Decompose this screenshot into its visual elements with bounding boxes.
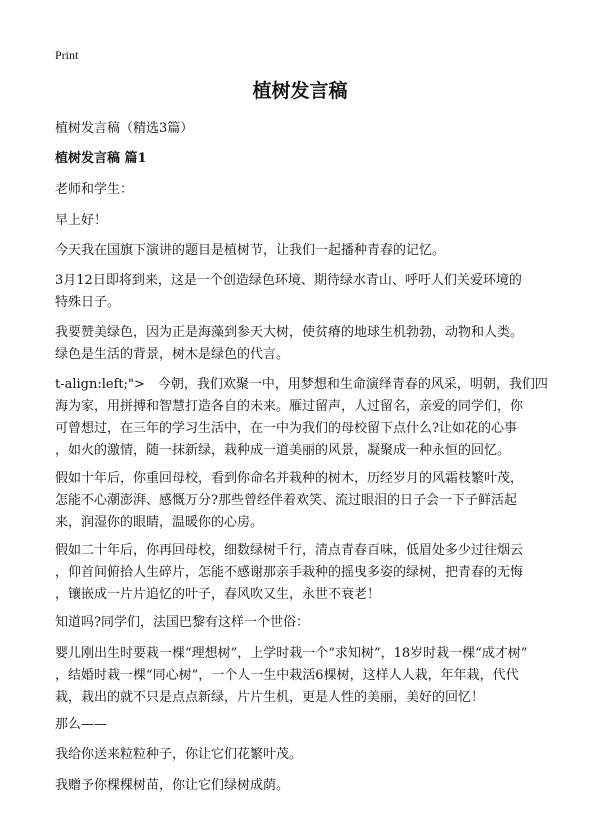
paragraph-six-trees: [55, 643, 560, 709]
paragraph-line: 栽，栽出的就不只是点点新绿，片片生机，更是人性的美丽，美好的回忆！: [55, 690, 485, 705]
paragraph-seeds: [55, 744, 560, 766]
paragraph-line: 早上好！: [55, 213, 108, 228]
paragraph-line: t-align:left;"> 今朝，我们欢聚一中，用梦想和生命演绎青春的风采，明朝，我们四: [55, 377, 548, 392]
paragraph-line: 特殊日子。: [55, 295, 121, 310]
section-heading: 植树发言稿 篇1: [55, 151, 147, 166]
paragraph-line: 那么——: [55, 717, 108, 732]
paragraph-line: 我给你送来粒粒种子，你让它们花繁叶茂。: [55, 747, 303, 762]
paragraph-greeting: [55, 179, 560, 201]
paragraph-line: 怎能不心潮澎湃、感慨万分?那些曾经伴着欢笑、流过眼泪的日子会一下子鲜活起: [55, 493, 517, 508]
paragraph-then: [55, 714, 560, 736]
paragraph-line: ，结婚时栽一棵“同心树”，一个人一生中栽活6棵树，这样人人栽，年年栽，代代: [55, 668, 519, 683]
document-title: 植树发言稿: [252, 80, 348, 102]
paragraph-line: 我要赞美绿色，因为正是海藻到参天大树，使贫瘠的地球生机勃勃，动物和人类。: [55, 325, 524, 340]
print-label: Print: [55, 48, 79, 62]
paragraph-green: [55, 322, 560, 366]
paragraph-ten-years: [55, 468, 560, 534]
paragraph-line: 今天我在国旗下演讲的题目是植树节，让我们一起播种青春的记忆。: [55, 243, 446, 258]
paragraph-line: 3月12日即将到来，这是一个创造绿色环境、期待绿水青山、呼吁人们关爱环境的: [55, 273, 522, 288]
paragraph-saplings: [55, 775, 560, 797]
paragraph-good-morning: [55, 210, 560, 232]
paragraph-arbor-day: [55, 270, 560, 314]
paragraph-paris: [55, 612, 560, 634]
paragraph-line: 老师和学生：: [55, 182, 134, 197]
paragraph-today: [55, 374, 560, 462]
paragraph-line: 来，润湿你的眼睛，温暖你的心房。: [55, 515, 264, 530]
paragraph-line: 知道吗?同学们，法国巴黎有这样一个世俗：: [55, 615, 309, 630]
document-subtitle: 植树发言稿（精选3篇）: [55, 121, 194, 136]
paragraph-twenty-years: [55, 540, 560, 606]
paragraph-line: 假如二十年后，你再回母校，细数绿树千行，清点青春百味，低眉处多少过往烟云: [55, 543, 524, 558]
paragraph-line: 婴儿刚出生时要栽一棵“理想树”，上学时栽一个“求知树”，18岁时栽一棵“成才树”: [55, 646, 528, 661]
paragraph-line: 海为家，用拼搏和智慧打造各自的未来。雁过留声，人过留名，亲爱的同学们，你: [55, 399, 524, 414]
paragraph-line: 可曾想过，在三年的学习生活中，在一中为我们的母校留下点什么?让如花的心事: [55, 421, 517, 436]
paragraph-line: 假如十年后，你重回母校，看到你命名并栽种的树木，历经岁月的风霜枝繁叶茂，: [55, 471, 524, 486]
paragraph-line: 我赠予你棵棵树苗，你让它们绿树成荫。: [55, 778, 290, 793]
paragraph-line: ，镶嵌成一片片追忆的叶子，春风吹又生，永世不衰老！: [55, 587, 381, 602]
paragraph-line: ，如火的激情，随一抹新绿，栽种成一道美丽的风景，凝聚成一种永恒的回忆。: [55, 443, 511, 458]
paragraph-line: 绿色是生活的背景，树木是绿色的代言。: [55, 347, 290, 362]
paragraph-topic: [55, 240, 560, 262]
paragraph-line: ，仰首间俯拾人生碎片，怎能不感谢那亲手栽种的摇曳多姿的绿树，把青春的无悔: [55, 565, 524, 580]
